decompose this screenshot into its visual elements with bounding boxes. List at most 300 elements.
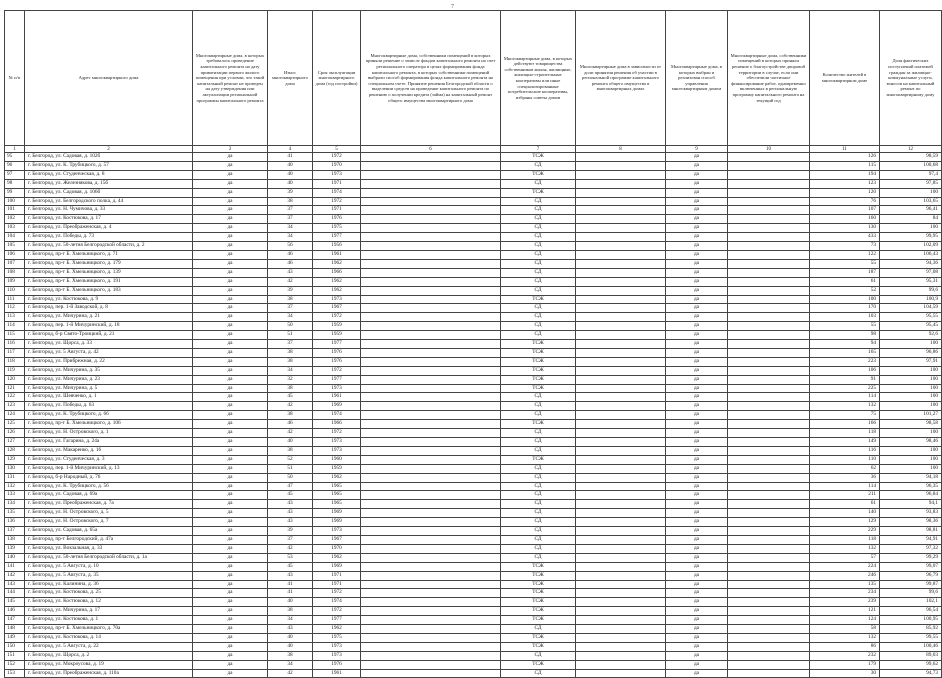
payment-share-cell: 96,41 [880, 206, 942, 215]
capital-repair-cell: да [193, 473, 268, 482]
row-number-cell: 148 [5, 625, 25, 634]
table-row [5, 625, 942, 634]
hoa-type-cell: СД [501, 250, 576, 259]
payment-share-cell: 96,54 [880, 607, 942, 616]
capital-repair-cell: да [193, 455, 268, 464]
payment-share-cell: 100 [880, 402, 942, 411]
row-number-cell: 97 [5, 170, 25, 179]
payment-share-cell: 85,92 [880, 625, 942, 634]
fund-decision-cell [361, 170, 501, 179]
row-number-cell: 104 [5, 233, 25, 242]
yard-improvement-cell [728, 402, 810, 411]
residents-count-cell: 123 [810, 179, 880, 188]
row-number-cell: 118 [5, 357, 25, 366]
residents-count-cell: 132 [810, 544, 880, 553]
address-cell: г. Белгород, ул. 5 Августа, д. 10 [25, 562, 193, 571]
residents-count-cell: 114 [810, 482, 880, 491]
hoa-type-cell: ТСЖ [501, 348, 576, 357]
address-cell: г. Белгород, ул. Садовая, д. 106б [25, 188, 193, 197]
table-row [5, 233, 942, 242]
build-year-cell: 1974 [313, 411, 361, 420]
program-share-cell [576, 651, 666, 660]
hoa-type-cell: СД [501, 402, 576, 411]
build-year-cell: 1973 [313, 438, 361, 447]
payment-share-cell: 100 [880, 366, 942, 375]
management-method-cell: да [666, 616, 728, 625]
capital-repair-cell: да [193, 277, 268, 286]
address-cell: г. Белгород, ул. Костюкова, д. 25 [25, 589, 193, 598]
fund-decision-cell [361, 153, 501, 162]
capital-repair-cell: да [193, 660, 268, 669]
capital-repair-cell: да [193, 553, 268, 562]
residents-count-cell: 132 [810, 402, 880, 411]
row-number-cell: 124 [5, 411, 25, 420]
build-year-cell: 1959 [313, 331, 361, 340]
wear-cell: 41 [268, 580, 313, 589]
table-row [5, 331, 942, 340]
address-cell: г. Белгород, б-р Народный, д. 76 [25, 473, 193, 482]
fund-decision-cell [361, 616, 501, 625]
residents-count-cell: 433 [810, 233, 880, 242]
management-method-cell: да [666, 553, 728, 562]
wear-cell: 43 [268, 518, 313, 527]
row-number-cell: 128 [5, 446, 25, 455]
hoa-type-cell: ТСЖ [501, 562, 576, 571]
capital-repair-cell: да [193, 348, 268, 357]
hoa-type-cell: СД [501, 544, 576, 553]
yard-improvement-cell [728, 473, 810, 482]
capital-repair-cell: да [193, 482, 268, 491]
row-number-cell: 113 [5, 313, 25, 322]
management-method-cell: да [666, 259, 728, 268]
hoa-type-cell: СД [501, 304, 576, 313]
wear-cell: 38 [268, 651, 313, 660]
program-share-cell [576, 429, 666, 438]
management-method-cell: да [666, 411, 728, 420]
fund-decision-cell [361, 348, 501, 357]
header-cell-yard-improvement: Многоквартирные дома, собственники помещений в которых приняли решение о благоустройстве дворовой территории в случае, если они обеспечили частичное финансирование работ, одновременно включенных в региональную программу капитального ремонта на текущий год [728, 11, 810, 146]
fund-decision-cell [361, 304, 501, 313]
row-number-cell: 151 [5, 651, 25, 660]
column-number: 1 [5, 146, 25, 153]
program-share-cell [576, 286, 666, 295]
hoa-type-cell: СД [501, 509, 576, 518]
table-row [5, 206, 942, 215]
payment-share-cell: 99,55 [880, 633, 942, 642]
yard-improvement-cell [728, 161, 810, 170]
column-number: 3 [193, 146, 268, 153]
hoa-type-cell: СД [501, 651, 576, 660]
fund-decision-cell [361, 625, 501, 634]
table-row [5, 571, 942, 580]
yard-improvement-cell [728, 197, 810, 206]
capital-repair-cell: да [193, 250, 268, 259]
hoa-type-cell: ТСЖ [501, 607, 576, 616]
hoa-type-cell: СД [501, 242, 576, 251]
column-number-row [5, 146, 942, 153]
fund-decision-cell [361, 188, 501, 197]
capital-repair-cell: да [193, 206, 268, 215]
management-method-cell: да [666, 527, 728, 536]
program-share-cell [576, 420, 666, 429]
table-row [5, 197, 942, 206]
table-row [5, 633, 942, 642]
capital-repair-cell: да [193, 589, 268, 598]
program-share-cell [576, 446, 666, 455]
fund-decision-cell [361, 509, 501, 518]
capital-repair-cell: да [193, 544, 268, 553]
address-cell: г. Белгород, ул. Садовая, д. 65а [25, 527, 193, 536]
address-cell: г. Белгород, ул. 50-летия Белгородской области, д. 2 [25, 242, 193, 251]
fund-decision-cell [361, 224, 501, 233]
hoa-type-cell: ТСЖ [501, 455, 576, 464]
residents-count-cell: 100 [810, 295, 880, 304]
hoa-type-cell: СД [501, 161, 576, 170]
capital-repair-cell: да [193, 313, 268, 322]
payment-share-cell: 96,86 [880, 348, 942, 357]
capital-repair-cell: да [193, 420, 268, 429]
program-share-cell [576, 491, 666, 500]
build-year-cell: 1973 [313, 527, 361, 536]
management-method-cell: да [666, 518, 728, 527]
program-share-cell [576, 170, 666, 179]
management-method-cell: да [666, 179, 728, 188]
address-cell: г. Белгород, ул. Щорса, д. 33 [25, 340, 193, 349]
address-cell: г. Белгород, пр-т Б. Хмельницкого, д. 191 [25, 277, 193, 286]
wear-cell: 40 [268, 161, 313, 170]
hoa-type-cell: ТСЖ [501, 384, 576, 393]
payment-share-cell: 95,31 [880, 277, 942, 286]
fund-decision-cell [361, 580, 501, 589]
residents-count-cell: 75 [810, 411, 880, 420]
address-cell: г. Белгород, ул. 5 Августа, д. 42 [25, 348, 193, 357]
fund-decision-cell [361, 268, 501, 277]
program-share-cell [576, 402, 666, 411]
program-share-cell [576, 571, 666, 580]
address-cell: г. Белгород, ул. Н. Островского, д. 5 [25, 509, 193, 518]
table-row [5, 607, 942, 616]
fund-decision-cell [361, 660, 501, 669]
program-share-cell [576, 544, 666, 553]
table-row [5, 598, 942, 607]
wear-cell: 46 [268, 420, 313, 429]
build-year-cell: 1961 [313, 393, 361, 402]
column-number: 2 [25, 146, 193, 153]
address-cell: г. Белгород, ул. 50-летия Белгородской области, д. 1а [25, 553, 193, 562]
row-number-cell: 134 [5, 500, 25, 509]
payment-share-cell: 96,79 [880, 571, 942, 580]
address-cell: г. Белгород, ул. Мичурина, д. 21 [25, 313, 193, 322]
table-row [5, 651, 942, 660]
yard-improvement-cell [728, 277, 810, 286]
residents-count-cell: 149 [810, 438, 880, 447]
program-share-cell [576, 562, 666, 571]
build-year-cell: 1977 [313, 340, 361, 349]
payment-share-cell: 94,1 [880, 500, 942, 509]
program-share-cell [576, 455, 666, 464]
row-number-cell: 120 [5, 375, 25, 384]
payment-share-cell: 100 [880, 464, 942, 473]
table-row [5, 420, 942, 429]
program-share-cell [576, 384, 666, 393]
wear-cell: 40 [268, 170, 313, 179]
capital-repair-cell: да [193, 491, 268, 500]
address-cell: г. Белгород, ул. К. Трубицкого, д. 57 [25, 161, 193, 170]
management-method-cell: да [666, 669, 728, 678]
build-year-cell: 1972 [313, 313, 361, 322]
table-row [5, 411, 942, 420]
address-cell: г. Белгород, ул. К. Трубицкого, д. 66 [25, 411, 193, 420]
capital-repair-cell: да [193, 429, 268, 438]
management-method-cell: да [666, 161, 728, 170]
fund-decision-cell [361, 633, 501, 642]
build-year-cell: 1970 [313, 544, 361, 553]
management-method-cell: да [666, 188, 728, 197]
wear-cell: 43 [268, 571, 313, 580]
wear-cell: 39 [268, 527, 313, 536]
management-method-cell: да [666, 313, 728, 322]
yard-improvement-cell [728, 651, 810, 660]
row-number-cell: 111 [5, 295, 25, 304]
payment-share-cell: 98,36 [880, 518, 942, 527]
residents-count-cell: 126 [810, 153, 880, 162]
payment-share-cell: 100 [880, 224, 942, 233]
program-share-cell [576, 295, 666, 304]
row-number-cell: 140 [5, 553, 25, 562]
table-row [5, 224, 942, 233]
residents-count-cell: 61 [810, 500, 880, 509]
hoa-type-cell: СД [501, 277, 576, 286]
payment-share-cell: 97,4 [880, 170, 942, 179]
build-year-cell: 1962 [313, 286, 361, 295]
program-share-cell [576, 348, 666, 357]
program-share-cell [576, 375, 666, 384]
wear-cell: 45 [268, 562, 313, 571]
hoa-type-cell: ТСЖ [501, 153, 576, 162]
row-number-cell: 102 [5, 215, 25, 224]
wear-cell: 37 [268, 535, 313, 544]
residents-count-cell: 234 [810, 589, 880, 598]
build-year-cell: 1973 [313, 651, 361, 660]
program-share-cell [576, 331, 666, 340]
wear-cell: 50 [268, 322, 313, 331]
program-share-cell [576, 589, 666, 598]
column-number: 5 [313, 146, 361, 153]
management-method-cell: да [666, 242, 728, 251]
build-year-cell: 1976 [313, 215, 361, 224]
wear-cell: 37 [268, 215, 313, 224]
hoa-type-cell: ТСЖ [501, 188, 576, 197]
header-cell-address: Адрес многоквартирного дома [25, 11, 193, 146]
fund-decision-cell [361, 384, 501, 393]
wear-cell: 46 [268, 250, 313, 259]
capital-repair-cell: да [193, 642, 268, 651]
management-method-cell: да [666, 357, 728, 366]
program-share-cell [576, 598, 666, 607]
residents-count-cell: 118 [810, 535, 880, 544]
payment-share-cell: 106,43 [880, 250, 942, 259]
wear-cell: 34 [268, 366, 313, 375]
capital-repair-cell: да [193, 295, 268, 304]
payment-share-cell: 100 [880, 393, 942, 402]
hoa-type-cell: СД [501, 179, 576, 188]
program-share-cell [576, 366, 666, 375]
fund-decision-cell [361, 464, 501, 473]
yard-improvement-cell [728, 500, 810, 509]
residents-count-cell: 130 [810, 224, 880, 233]
table-row [5, 259, 942, 268]
residents-count-cell: 86 [810, 642, 880, 651]
yard-improvement-cell [728, 331, 810, 340]
capital-repair-cell: да [193, 580, 268, 589]
yard-improvement-cell [728, 153, 810, 162]
wear-cell: 46 [268, 259, 313, 268]
header-cell-hoa: Многоквартирные дома, в которых действуют товарищества собственников жилья, жилищные, жилищно-строительные кооперативы или иные специализированные потребительские кооперативы, избраны советы домов [501, 11, 576, 146]
yard-improvement-cell [728, 348, 810, 357]
program-share-cell [576, 535, 666, 544]
payment-share-cell: 100 [880, 375, 942, 384]
build-year-cell: 1969 [313, 402, 361, 411]
management-method-cell: да [666, 233, 728, 242]
capital-repair-cell: да [193, 170, 268, 179]
build-year-cell: 1962 [313, 473, 361, 482]
build-year-cell: 1973 [313, 446, 361, 455]
fund-decision-cell [361, 277, 501, 286]
build-year-cell: 1965 [313, 491, 361, 500]
capital-repair-cell: да [193, 161, 268, 170]
wear-cell: 38 [268, 357, 313, 366]
table-row [5, 268, 942, 277]
yard-improvement-cell [728, 429, 810, 438]
fund-decision-cell [361, 250, 501, 259]
column-number: 9 [666, 146, 728, 153]
wear-cell: 37 [268, 206, 313, 215]
address-cell: г. Белгород, ул. Костюкова, д. 9 [25, 295, 193, 304]
payment-share-cell: 99,95 [880, 233, 942, 242]
build-year-cell: 1974 [313, 598, 361, 607]
row-number-cell: 153 [5, 669, 25, 678]
yard-improvement-cell [728, 206, 810, 215]
fund-decision-cell [361, 642, 501, 651]
fund-decision-cell [361, 491, 501, 500]
management-method-cell: да [666, 464, 728, 473]
row-number-cell: 139 [5, 544, 25, 553]
fund-decision-cell [361, 571, 501, 580]
yard-improvement-cell [728, 375, 810, 384]
yard-improvement-cell [728, 518, 810, 527]
capital-repair-cell: да [193, 562, 268, 571]
table-row [5, 188, 942, 197]
fund-decision-cell [361, 161, 501, 170]
program-share-cell [576, 322, 666, 331]
table-row [5, 348, 942, 357]
column-number: 4 [268, 146, 313, 153]
build-year-cell: 1967 [313, 304, 361, 313]
yard-improvement-cell [728, 553, 810, 562]
fund-decision-cell [361, 179, 501, 188]
management-method-cell: да [666, 331, 728, 340]
residents-count-cell: 36 [810, 473, 880, 482]
residents-count-cell: 224 [810, 562, 880, 571]
residents-count-cell: 239 [810, 598, 880, 607]
hoa-type-cell: ТСЖ [501, 571, 576, 580]
table-row [5, 295, 942, 304]
payment-share-cell: 99,62 [880, 660, 942, 669]
build-year-cell: 1961 [313, 250, 361, 259]
hoa-type-cell: ТСЖ [501, 580, 576, 589]
management-method-cell: да [666, 500, 728, 509]
management-method-cell: да [666, 384, 728, 393]
residents-count-cell: 121 [810, 607, 880, 616]
hoa-type-cell: ТСЖ [501, 357, 576, 366]
residents-count-cell: 129 [810, 518, 880, 527]
residents-count-cell: 61 [810, 277, 880, 286]
wear-cell: 40 [268, 438, 313, 447]
program-share-cell [576, 642, 666, 651]
hoa-type-cell: СД [501, 438, 576, 447]
management-method-cell: да [666, 580, 728, 589]
payment-share-cell: 100,68 [880, 161, 942, 170]
fund-decision-cell [361, 535, 501, 544]
yard-improvement-cell [728, 607, 810, 616]
capital-repair-cell: да [193, 259, 268, 268]
residents-count-cell: 103 [810, 313, 880, 322]
yard-improvement-cell [728, 446, 810, 455]
fund-decision-cell [361, 589, 501, 598]
row-number-cell: 115 [5, 331, 25, 340]
management-method-cell: да [666, 348, 728, 357]
program-share-cell [576, 259, 666, 268]
capital-repair-cell: да [193, 464, 268, 473]
fund-decision-cell [361, 286, 501, 295]
wear-cell: 32 [268, 375, 313, 384]
hoa-type-cell: СД [501, 669, 576, 678]
yard-improvement-cell [728, 268, 810, 277]
address-cell: г. Белгород, пр-т Б. Хмельницкого, д. 71 [25, 250, 193, 259]
address-cell: г. Белгород, ул. Преображенская, д. 110а [25, 669, 193, 678]
header-cell-residents: Количество жителей в многоквартирном доме [810, 11, 880, 146]
capital-repair-cell: да [193, 518, 268, 527]
payment-share-cell: 84 [880, 215, 942, 224]
payment-share-cell: 96,84 [880, 491, 942, 500]
program-share-cell [576, 340, 666, 349]
capital-repair-cell: да [193, 535, 268, 544]
build-year-cell: 1972 [313, 589, 361, 598]
capital-repair-cell: да [193, 633, 268, 642]
payment-share-cell: 100 [880, 455, 942, 464]
capital-repair-cell: да [193, 438, 268, 447]
build-year-cell: 1977 [313, 233, 361, 242]
address-cell: г. Белгород, ул. Прибрежная, д. 22 [25, 357, 193, 366]
table-row [5, 446, 942, 455]
fund-decision-cell [361, 473, 501, 482]
address-cell: г. Белгород, ул. К. Трубицкого, д. 56 [25, 482, 193, 491]
hoa-type-cell: СД [501, 313, 576, 322]
fund-decision-cell [361, 455, 501, 464]
payment-share-cell: 97,08 [880, 268, 942, 277]
hoa-type-cell: ТСЖ [501, 660, 576, 669]
payment-share-cell: 94,91 [880, 535, 942, 544]
capital-repair-cell: да [193, 188, 268, 197]
capital-repair-cell: да [193, 500, 268, 509]
residents-count-cell: 52 [810, 286, 880, 295]
wear-cell: 42 [268, 669, 313, 678]
wear-cell: 50 [268, 473, 313, 482]
row-number-cell: 146 [5, 607, 25, 616]
capital-repair-cell: да [193, 242, 268, 251]
wear-cell: 42 [268, 402, 313, 411]
yard-improvement-cell [728, 491, 810, 500]
